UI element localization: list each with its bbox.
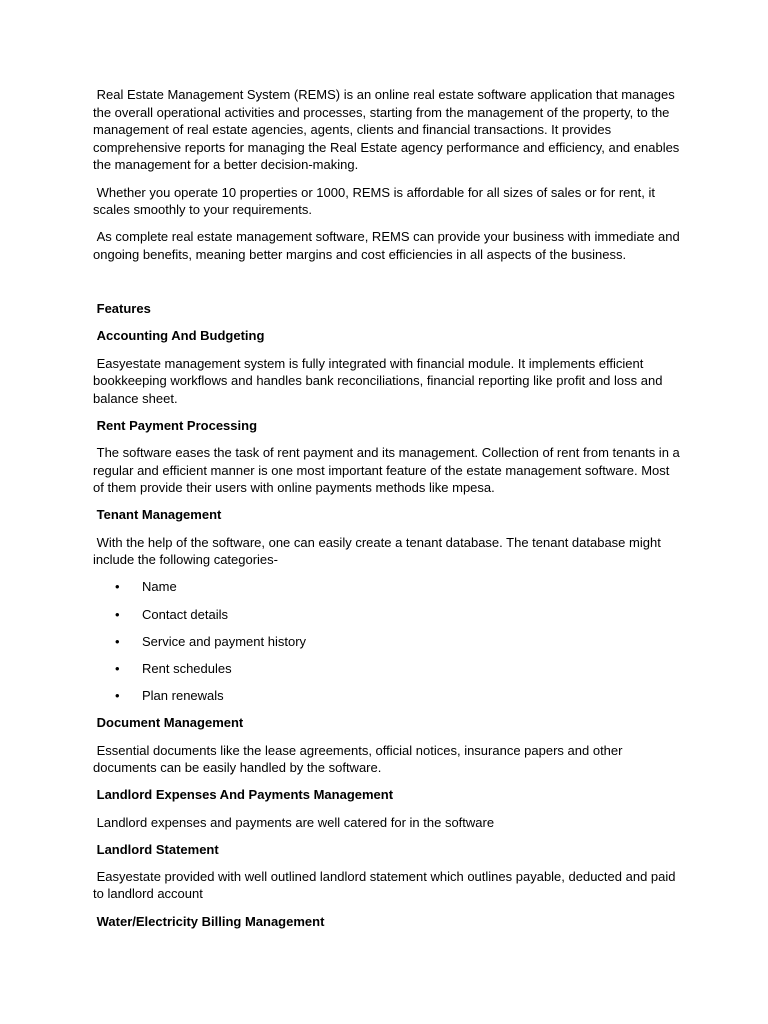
bullet-icon: • (115, 606, 120, 622)
rent-body: The software eases the task of rent payment and its management. Collection of rent from tenants in a regular and efficient manner is one most important feature of the estate management software. Most of them provide their users with online payments methods like mpesa. (93, 445, 684, 496)
bullet-icon: • (115, 579, 120, 595)
list-item (93, 687, 683, 705)
intro-paragraph-3: As complete real estate management software, REMS can provide your business with immediate and ongoing benefits, meaning better margins and cost efficiencies in all aspects of the business. (93, 229, 684, 262)
list-item (93, 606, 683, 624)
list-item-text: Name (142, 579, 177, 595)
list-item-text: Rent schedules (142, 660, 232, 676)
list-item (93, 633, 683, 651)
landlord-expenses-heading: Landlord Expenses And Payments Management (93, 787, 394, 803)
landlord-statement-heading: Landlord Statement (93, 841, 219, 857)
tenant-heading: Tenant Management (93, 507, 222, 523)
bullet-icon: • (115, 633, 120, 649)
landlord-expenses-body: Landlord expenses and payments are well catered for in the software (93, 814, 495, 830)
blank-line (93, 273, 683, 300)
intro-paragraph-1: Real Estate Management System (REMS) is an online real estate software application that manages the overall operational activities and processes, starting from the management of the property, to the management of real estate agencies, agents, clients and financial transactions. It provides comprehensive reports for managing the Real Estate agency performance and efficiency, and enables the management for a better decision-making. (93, 87, 683, 173)
accounting-body: Easyestate management system is fully integrated with financial module. It implements efficient bookkeeping workflows and handles bank reconciliations, financial reporting like profit and loss and balance sheet. (93, 355, 667, 406)
intro-paragraph-2: Whether you operate 10 properties or 1000, REMS is affordable for all sizes of sales or for rent, it scales smoothly to your requirements. (93, 184, 659, 218)
accounting-heading: Accounting And Budgeting (93, 328, 265, 344)
landlord-statement-body: Easyestate provided with well outlined landlord statement which outlines payable, deducted and paid to landlord account (93, 868, 680, 902)
list-item (93, 660, 683, 678)
list-item-text: Contact details (142, 606, 228, 622)
tenant-categories-list (93, 578, 683, 704)
document-heading: Document Management (93, 715, 244, 731)
tenant-body: With the help of the software, one can easily create a tenant database. The tenant database might include the following categories- (93, 534, 665, 568)
bullet-icon: • (115, 688, 120, 704)
features-heading: Features (93, 301, 151, 317)
document-page (93, 86, 683, 940)
billing-heading: Water/Electricity Billing Management (93, 913, 325, 929)
list-item-text: Service and payment history (142, 633, 307, 649)
list-item-text: Plan renewals (142, 688, 224, 704)
bullet-icon: • (115, 660, 120, 676)
rent-heading: Rent Payment Processing (93, 417, 258, 433)
list-item (93, 578, 683, 596)
document-body: Essential documents like the lease agreements, official notices, insurance papers and other documents can be easily handled by the software. (93, 742, 627, 776)
